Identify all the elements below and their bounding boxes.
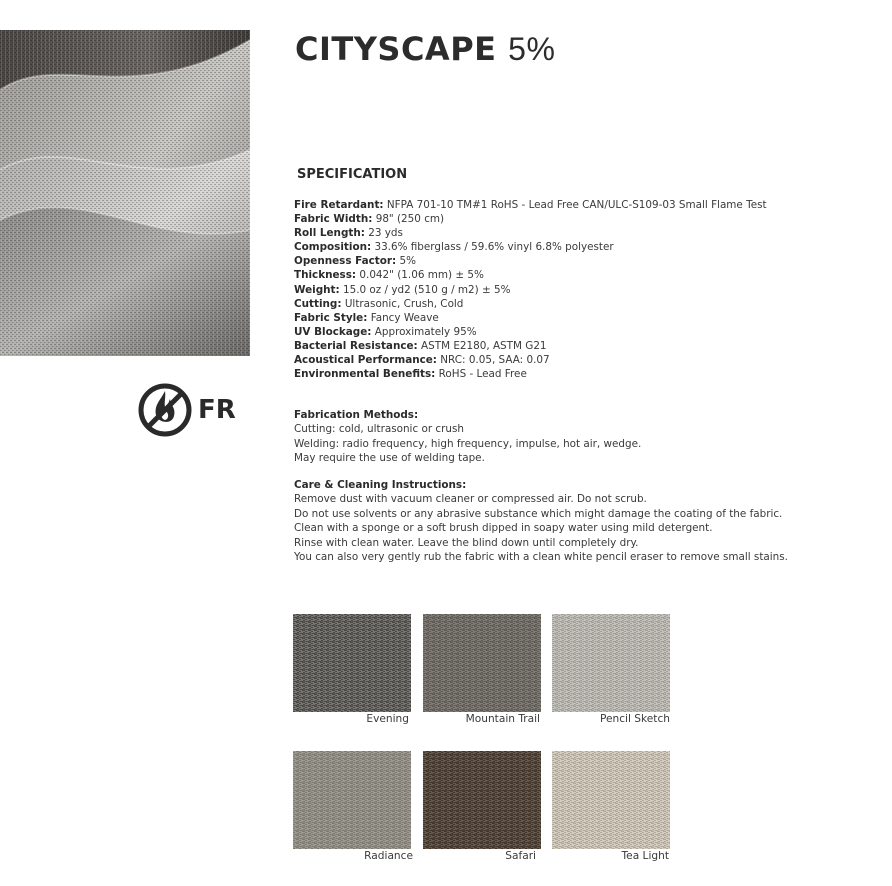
spec-value: NRC: 0.05, SAA: 0.07 [440, 354, 550, 367]
spec-value: 5% [399, 255, 416, 268]
product-name: CITYSCAPE [295, 30, 497, 68]
swatch-texture [552, 751, 670, 849]
spec-value: 0.042" (1.06 mm) ± 5% [359, 269, 484, 282]
product-openness: 5% [508, 31, 556, 67]
swatch-label: Safari [505, 850, 536, 862]
spec-row [294, 283, 884, 297]
spec-row [294, 198, 884, 212]
swatch-label: Radiance [364, 850, 413, 862]
spec-value: Fancy Weave [370, 311, 439, 324]
spec-row [294, 254, 884, 268]
swatch-label: Evening [366, 713, 409, 725]
swatch-mountain-trail[interactable] [423, 614, 541, 712]
spec-row [294, 367, 884, 381]
spec-value: 98" (250 cm) [375, 213, 445, 226]
fabrication-line: Welding: radio frequency, high frequency, impulse, hot air, wedge. [294, 437, 642, 450]
spec-row [294, 353, 884, 367]
fr-label: FR [198, 395, 236, 425]
spec-label: Environmental Benefits: [294, 368, 436, 381]
fabrication-line: Cutting: cold, ultrasonic or crush [294, 423, 464, 436]
care-line: You can also very gently rub the fabric with a clean white pencil eraser to remove small stains. [294, 551, 788, 564]
swatch-texture [423, 614, 541, 712]
care-line: Rinse with clean water. Leave the blind down until completely dry. [294, 536, 639, 549]
fabrication-methods [294, 408, 884, 466]
spec-row [294, 311, 884, 325]
spec-label: Bacterial Resistance: [294, 339, 418, 352]
spec-value: 33.6% fiberglass / 59.6% vinyl 6.8% polyester [374, 241, 614, 254]
swatch-texture [293, 751, 411, 849]
spec-row [294, 268, 884, 282]
specification-heading: SPECIFICATION [297, 167, 408, 182]
spec-row [294, 339, 884, 353]
spec-value: NFPA 701-10 TM#1 RoHS - Lead Free CAN/ULC-S109-03 Small Flame Test [386, 199, 767, 211]
care-title: Care & Cleaning Instructions: [294, 479, 467, 491]
spec-label: Roll Length: [294, 227, 365, 240]
swatch-pencil-sketch[interactable] [552, 614, 670, 712]
fire-retardant-badge [138, 377, 238, 441]
spec-label: Weight: [294, 283, 340, 296]
spec-label: Fabric Width: [294, 213, 373, 226]
spec-value: Approximately 95% [374, 325, 477, 338]
swatch-radiance[interactable] [293, 751, 411, 849]
spec-value: 23 yds [368, 227, 403, 240]
spec-label: Cutting: [294, 297, 342, 310]
spec-label: Openness Factor: [294, 255, 397, 268]
swatch-label: Pencil Sketch [599, 713, 670, 725]
spec-row [294, 212, 884, 226]
spec-row [294, 297, 884, 311]
swatch-texture [293, 614, 411, 712]
spec-value: RoHS - Lead Free [438, 368, 527, 381]
product-title [295, 30, 555, 68]
spec-row [294, 240, 884, 254]
no-fire-icon [138, 377, 238, 441]
spec-label: Acoustical Performance: [294, 354, 437, 367]
spec-value: 15.0 oz / yd2 (510 g / m2) ± 5% [342, 283, 511, 296]
spec-label: Thickness: [294, 269, 357, 282]
swatch-tea-light[interactable] [552, 751, 670, 849]
swatch-safari[interactable] [423, 751, 541, 849]
fabrication-line: May require the use of welding tape. [294, 452, 485, 465]
spec-value: Ultrasonic, Crush, Cold [344, 297, 464, 310]
care-line: Clean with a sponge or a soft brush dipped in soapy water using mild detergent. [294, 522, 713, 535]
spec-label: Fire Retardant: [294, 199, 384, 211]
swatch-label: Mountain Trail [465, 713, 540, 725]
swatch-evening[interactable] [293, 614, 411, 712]
spec-value: ASTM E2180, ASTM G21 [421, 339, 547, 352]
fabrication-title: Fabrication Methods: [294, 409, 419, 421]
spec-row [294, 226, 884, 240]
swatch-texture [423, 751, 541, 849]
swatch-label: Tea Light [621, 850, 669, 862]
fabric-hero-image [0, 30, 250, 356]
specification-list [294, 198, 884, 381]
spec-label: UV Blockage: [294, 325, 372, 338]
care-line: Remove dust with vacuum cleaner or compressed air. Do not scrub. [294, 493, 647, 506]
spec-label: Composition: [294, 241, 372, 254]
swatch-texture [552, 614, 670, 712]
spec-label: Fabric Style: [294, 311, 368, 324]
spec-row [294, 325, 884, 339]
care-instructions [294, 478, 884, 564]
care-line: Do not use solvents or any abrasive substance which might damage the coating of the fabric. [294, 507, 783, 520]
